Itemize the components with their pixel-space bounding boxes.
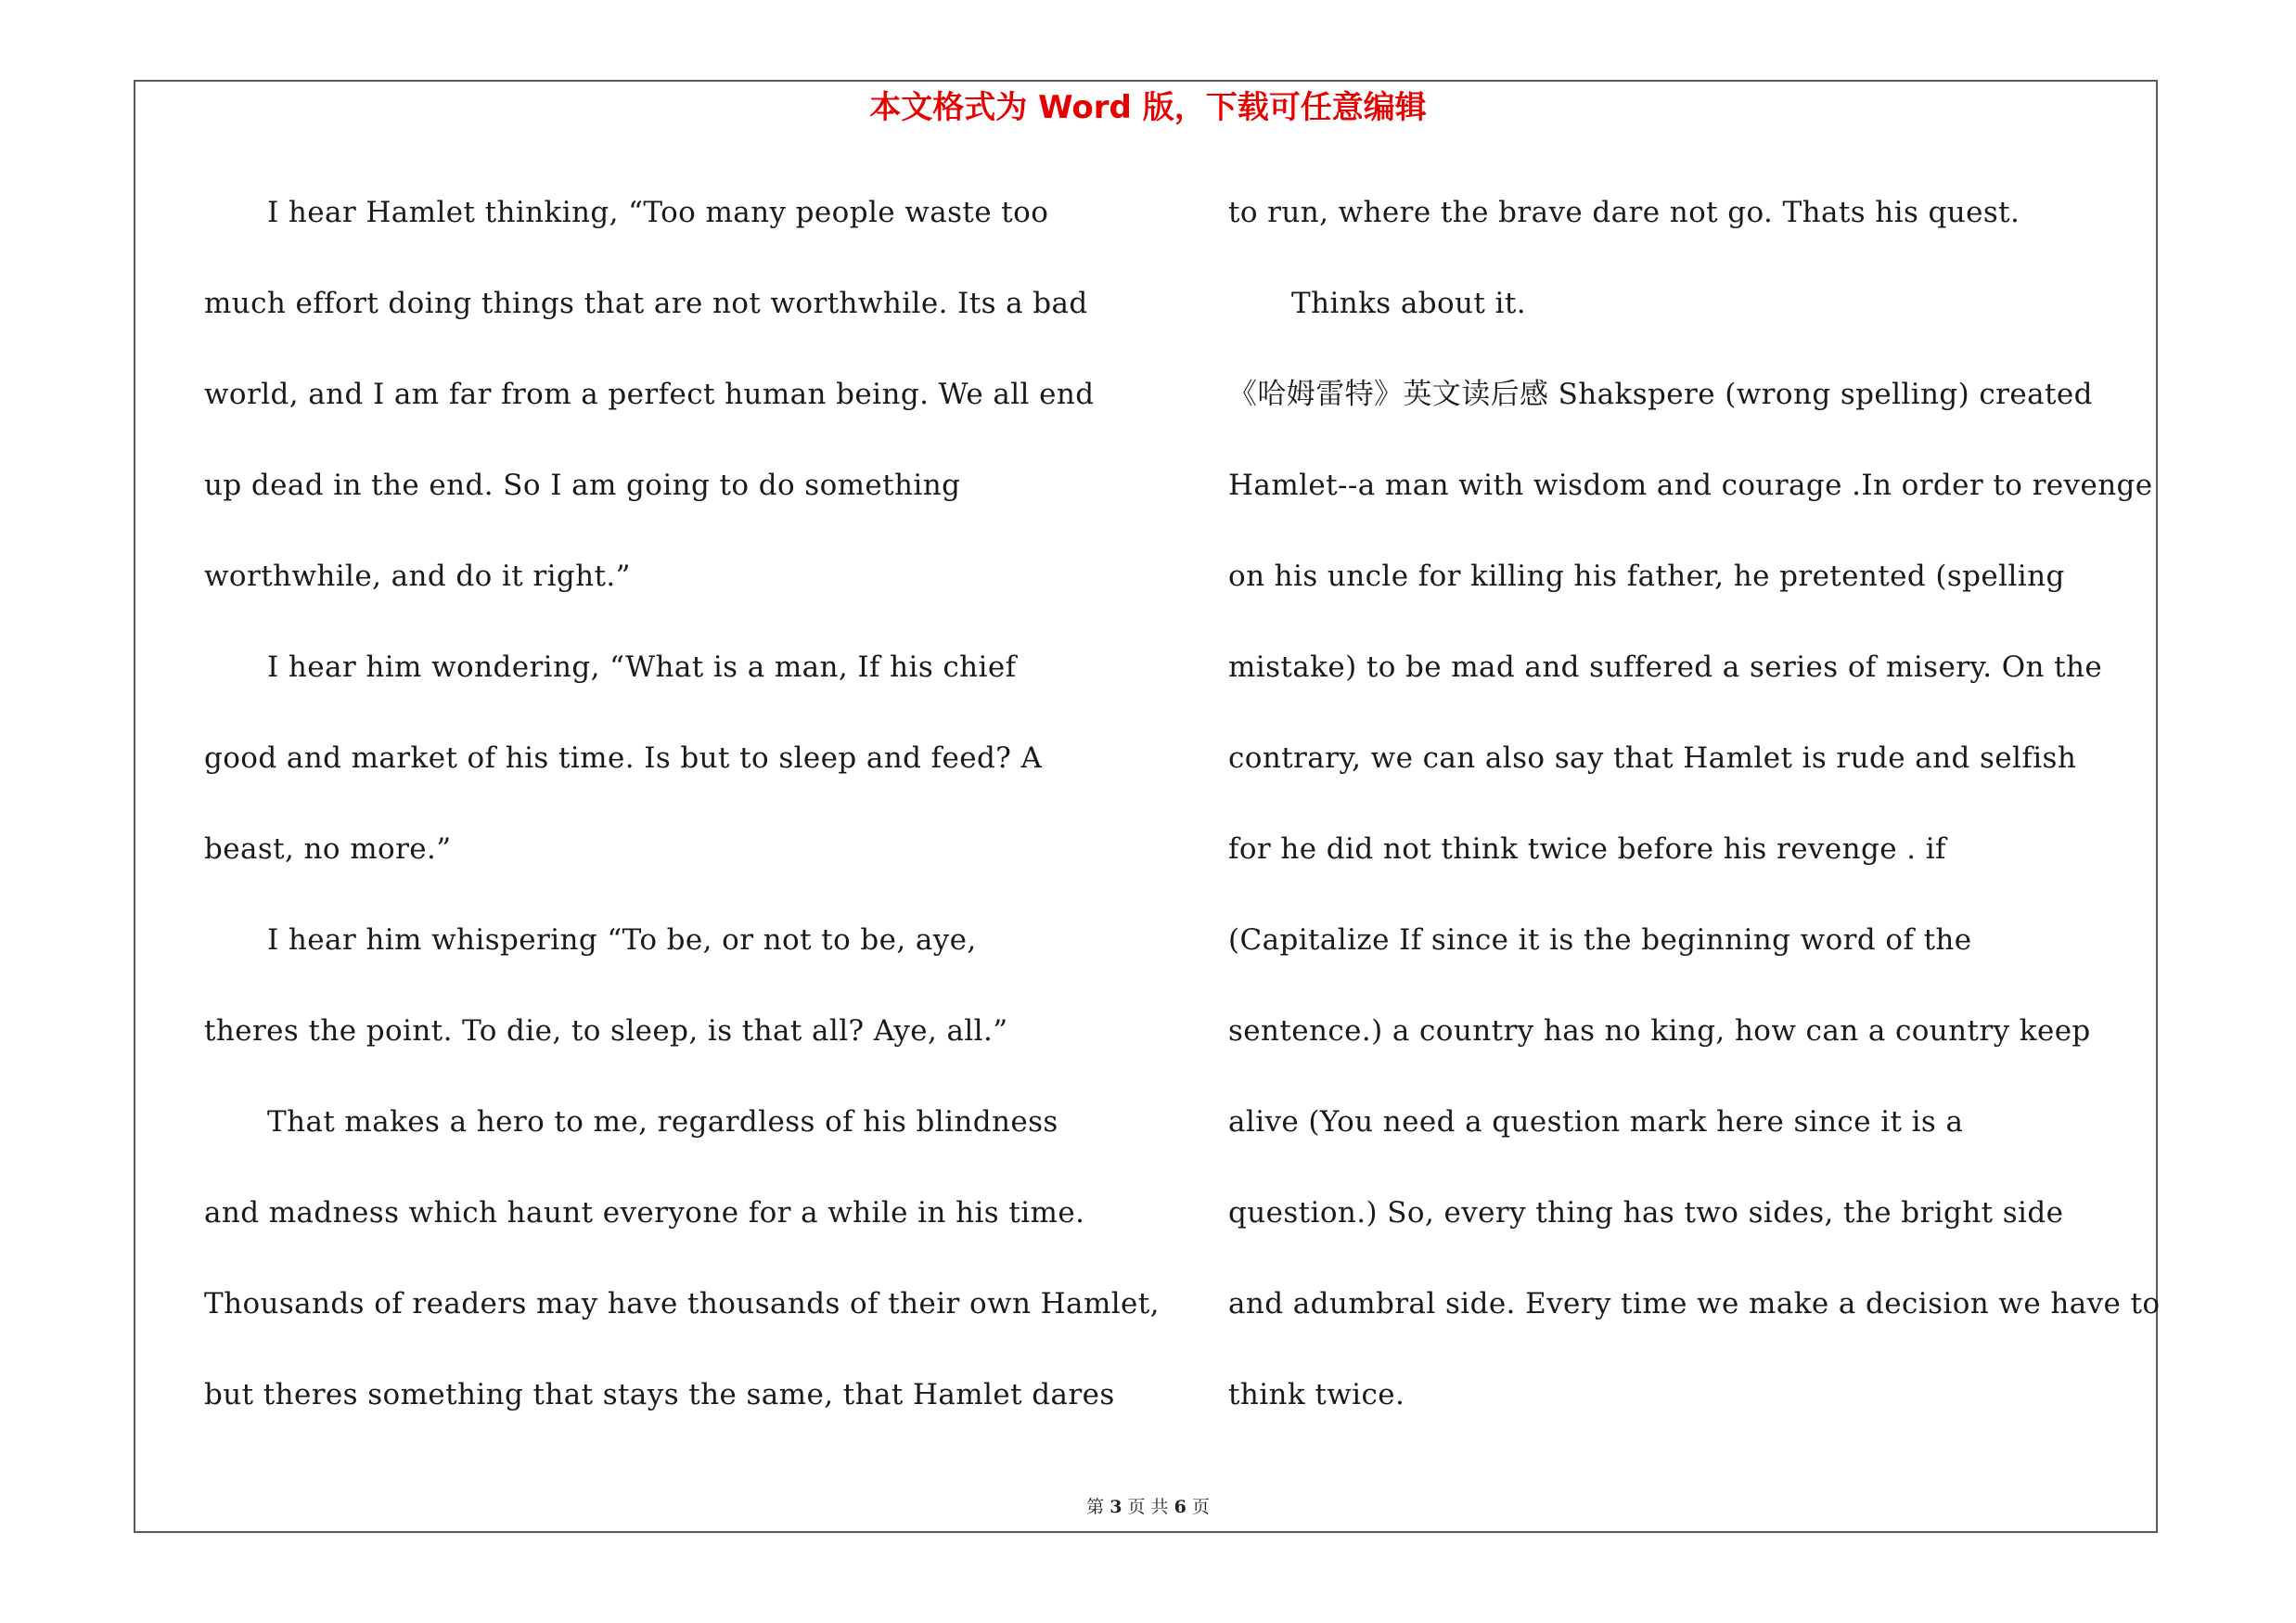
- text-line: sentence.) a country has no king, how can a country keep: [1228, 1014, 2091, 1048]
- footer-middle: 页 共: [1127, 1497, 1169, 1517]
- text-line: to run, where the brave dare not go. Thats his quest.: [1228, 196, 2020, 229]
- text-line: theres the point. To die, to sleep, is that all? Aye, all.”: [204, 1014, 1008, 1048]
- text-line: good and market of his time. Is but to sleep and feed? A: [204, 741, 1043, 775]
- footer-suffix: 页: [1191, 1497, 1210, 1517]
- text-line: on his uncle for killing his father, he pretented (spelling: [1228, 560, 2065, 593]
- right-column: [1228, 186, 2161, 1459]
- text-line: worthwhile, and do it right.”: [204, 560, 631, 593]
- text-line: question.) So, every thing has two sides, the bright side: [1228, 1196, 2064, 1230]
- footer-prefix: 第: [1086, 1497, 1105, 1517]
- text-line: and adumbral side. Every time we make a decision we have to: [1228, 1287, 2161, 1320]
- text-line: I hear Hamlet thinking, “Too many people waste too: [267, 196, 1049, 229]
- text-line: contrary, we can also say that Hamlet is rude and selfish: [1228, 741, 2077, 775]
- text-line: world, and I am far from a perfect human being. We all end: [204, 378, 1095, 411]
- text-line: but theres something that stays the same, that Hamlet dares: [204, 1378, 1115, 1411]
- page-number-footer: [0, 1496, 2296, 1518]
- text-line: much effort doing things that are not worthwhile. Its a bad: [204, 287, 1088, 320]
- text-line: I hear him wondering, “What is a man, If his chief: [267, 650, 1017, 684]
- text-line: Thousands of readers may have thousands of their own Hamlet,: [204, 1287, 1160, 1320]
- total-page-count: 6: [1174, 1497, 1186, 1517]
- text-line: think twice.: [1228, 1378, 1405, 1411]
- text-line: That makes a hero to me, regardless of his blindness: [267, 1105, 1058, 1139]
- text-line: 《哈姆雷特》英文读后感 Shakspere (wrong spelling) created: [1228, 378, 2093, 411]
- text-line: for he did not think twice before his revenge . if: [1228, 832, 1946, 866]
- text-line: (Capitalize If since it is the beginning word of the: [1228, 923, 1972, 957]
- text-line: Hamlet--a man with wisdom and courage .In order to revenge: [1228, 469, 2153, 502]
- text-line: beast, no more.”: [204, 832, 452, 866]
- text-line: Thinks about it.: [1291, 287, 1526, 320]
- word-format-banner: 本文格式为 Word 版，下载可任意编辑: [869, 89, 1427, 126]
- text-line: up dead in the end. So I am going to do something: [204, 469, 961, 502]
- text-line: and madness which haunt everyone for a while in his time.: [204, 1196, 1085, 1230]
- current-page-number: 3: [1110, 1497, 1122, 1517]
- text-line: mistake) to be mad and suffered a series of misery. On the: [1228, 650, 2103, 684]
- left-column: [204, 186, 1169, 1459]
- text-line: I hear him whispering “To be, or not to be, aye,: [267, 923, 977, 957]
- text-line: alive (You need a question mark here since it is a: [1228, 1105, 1964, 1139]
